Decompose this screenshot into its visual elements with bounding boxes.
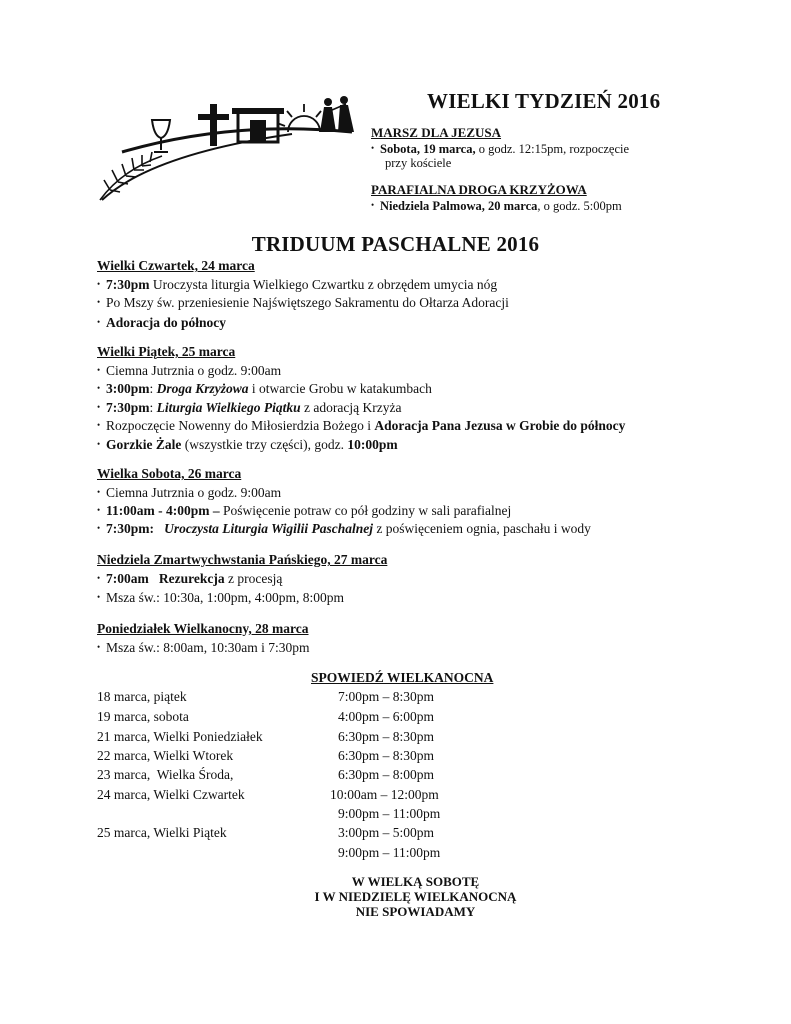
piatek-time-5: 10:00pm (347, 437, 398, 452)
czwartek-heading: Wielki Czwartek, 24 marca (97, 258, 255, 273)
niedziela-item-2 (97, 587, 344, 608)
czwartek-text-1: Uroczysta liturgia Wielkiego Czwartku z obrzędem umycia nóg (149, 277, 498, 292)
poniedzialek-heading: Poniedziałek Wielkanocny, 28 marca (97, 621, 309, 636)
niedziela-text-1: z procesją (224, 571, 283, 586)
spowiedz-day-8: 25 marca, Wielki Piątek (97, 825, 227, 840)
czwartek-item-3 (97, 312, 226, 333)
spowiedz-day-4: 22 marca, Wielki Wtorek (97, 748, 234, 763)
spowiedz-time-7: 9:00pm – 11:00pm (338, 806, 441, 821)
droga-item (371, 198, 622, 214)
niedziela-item-1 (97, 568, 282, 589)
spowiedz-time-8: 3:00pm – 5:00pm (338, 825, 435, 840)
spowiedz-time-1: 7:00pm – 8:30pm (338, 689, 435, 704)
marsz-heading: MARSZ DLA JEZUSA (371, 125, 502, 140)
sobota-text-2: Poświęcenie potraw co pół godziny w sali parafialnej (219, 503, 512, 518)
piatek-bold-5: Gorzkie Żale (106, 437, 182, 452)
sobota-italic-3: Uroczysta Liturgia Wigilii Paschalnej (164, 521, 374, 536)
sobota-text-1: Ciemna Jutrznia o godz. 9:00am (106, 485, 282, 500)
czwartek-item-2 (97, 292, 509, 313)
spowiedz-note-2: I W NIEDZIELĘ WIELKANOCNĄ (314, 889, 517, 904)
piatek-text-4: Rozpoczęcie Nowenny do Miłosierdzia Bożego i (106, 418, 375, 433)
piatek-bold-4: Adoracja Pana Jezusa w Grobie do północy (374, 418, 626, 433)
droga-text: , o godz. 5:00pm (537, 199, 622, 213)
spowiedz-day-1: 18 marca, piątek (97, 689, 187, 704)
piatek-sep-2: : (149, 381, 157, 396)
cross-icon (198, 104, 229, 146)
sobota-text-3: z poświęceniem ognia, paschału i wody (373, 521, 591, 536)
sobota-item-3 (97, 518, 591, 539)
sobota-heading: Wielka Sobota, 26 marca (97, 466, 242, 481)
page-title: WIELKI TYDZIEŃ 2016 (427, 89, 661, 113)
easter-illustration (92, 92, 362, 204)
piatek-heading: Wielki Piątek, 25 marca (97, 344, 236, 359)
niedziela-bold-1: 7:00am Rezurekcja (106, 571, 225, 586)
sobota-time-2: 11:00am - 4:00pm – (106, 503, 220, 518)
niedziela-text-2: Msza św.: 10:30a, 1:00pm, 4:00pm, 8:00pm (106, 590, 344, 605)
czwartek-time-1: 7:30pm (106, 277, 150, 292)
marsz-text2: przy kościele (385, 156, 452, 170)
piatek-item-4 (97, 415, 625, 436)
poniedzialek-item-1 (97, 637, 309, 658)
sobota-time-3: 7:30pm: (106, 521, 154, 536)
marsz-item (371, 141, 629, 157)
droga-heading: PARAFIALNA DROGA KRZYŻOWA (371, 182, 587, 197)
piatek-text-5: (wszystkie trzy części), godz. (181, 437, 348, 452)
spowiedz-time-3: 6:30pm – 8:30pm (338, 729, 435, 744)
triduum-title: TRIDUUM PASCHALNE 2016 (251, 232, 540, 256)
piatek-text-3: z adoracją Krzyża (300, 400, 402, 415)
spowiedz-day-3: 21 marca, Wielki Poniedziałek (97, 729, 263, 744)
piatek-text-1: Ciemna Jutrznia o godz. 9:00am (106, 363, 282, 378)
spowiedz-day-5: 23 marca, Wielka Środa, (97, 767, 234, 782)
piatek-item-2 (97, 378, 432, 399)
piatek-italic-3: Liturgia Wielkiego Piątku (156, 400, 301, 415)
spowiedz-note-1: W WIELKĄ SOBOTĘ (351, 874, 480, 889)
spowiedz-heading: SPOWIEDŹ WIELKANOCNA (311, 670, 494, 685)
piatek-item-5 (97, 434, 398, 455)
droga-date: Niedziela Palmowa, 20 marca (380, 199, 538, 213)
spowiedz-day-6: 24 marca, Wielki Czwartek (97, 787, 245, 802)
marsz-date: Sobota, 19 marca, (380, 142, 476, 156)
spowiedz-note-3: NIE SPOWIADAMY (355, 904, 476, 919)
spowiedz-time-5: 6:30pm – 8:00pm (338, 767, 435, 782)
spowiedz-time-6: 10:00am – 12:00pm (330, 787, 439, 802)
piatek-time-3: 7:30pm (106, 400, 150, 415)
piatek-time-2: 3:00pm (106, 381, 150, 396)
niedziela-heading: Niedziela Zmartwychwstania Pańskiego, 27 marca (97, 552, 388, 567)
spowiedz-day-2: 19 marca, sobota (97, 709, 189, 724)
spowiedz-time-2: 4:00pm – 6:00pm (338, 709, 435, 724)
spowiedz-time-9: 9:00pm – 11:00pm (338, 845, 441, 860)
chalice-icon (152, 120, 170, 152)
czwartek-text-2: Po Mszy św. przeniesienie Najświętszego Sakramentu do Ołtarza Adoracji (106, 295, 509, 310)
spowiedz-note (0, 874, 791, 919)
piatek-sep-3: : (149, 400, 157, 415)
poniedzialek-text-1: Msza św.: 8:00am, 10:30am i 7:30pm (106, 640, 310, 655)
figures-icon (320, 96, 354, 132)
czwartek-text-3: Adoracja do północy (106, 315, 227, 330)
piatek-text-2: i otwarcie Grobu w katakumbach (248, 381, 432, 396)
spowiedz-time-4: 6:30pm – 8:30pm (338, 748, 435, 763)
marsz-text: o godz. 12:15pm, rozpoczęcie (475, 142, 630, 156)
piatek-italic-2: Droga Krzyżowa (156, 381, 249, 396)
